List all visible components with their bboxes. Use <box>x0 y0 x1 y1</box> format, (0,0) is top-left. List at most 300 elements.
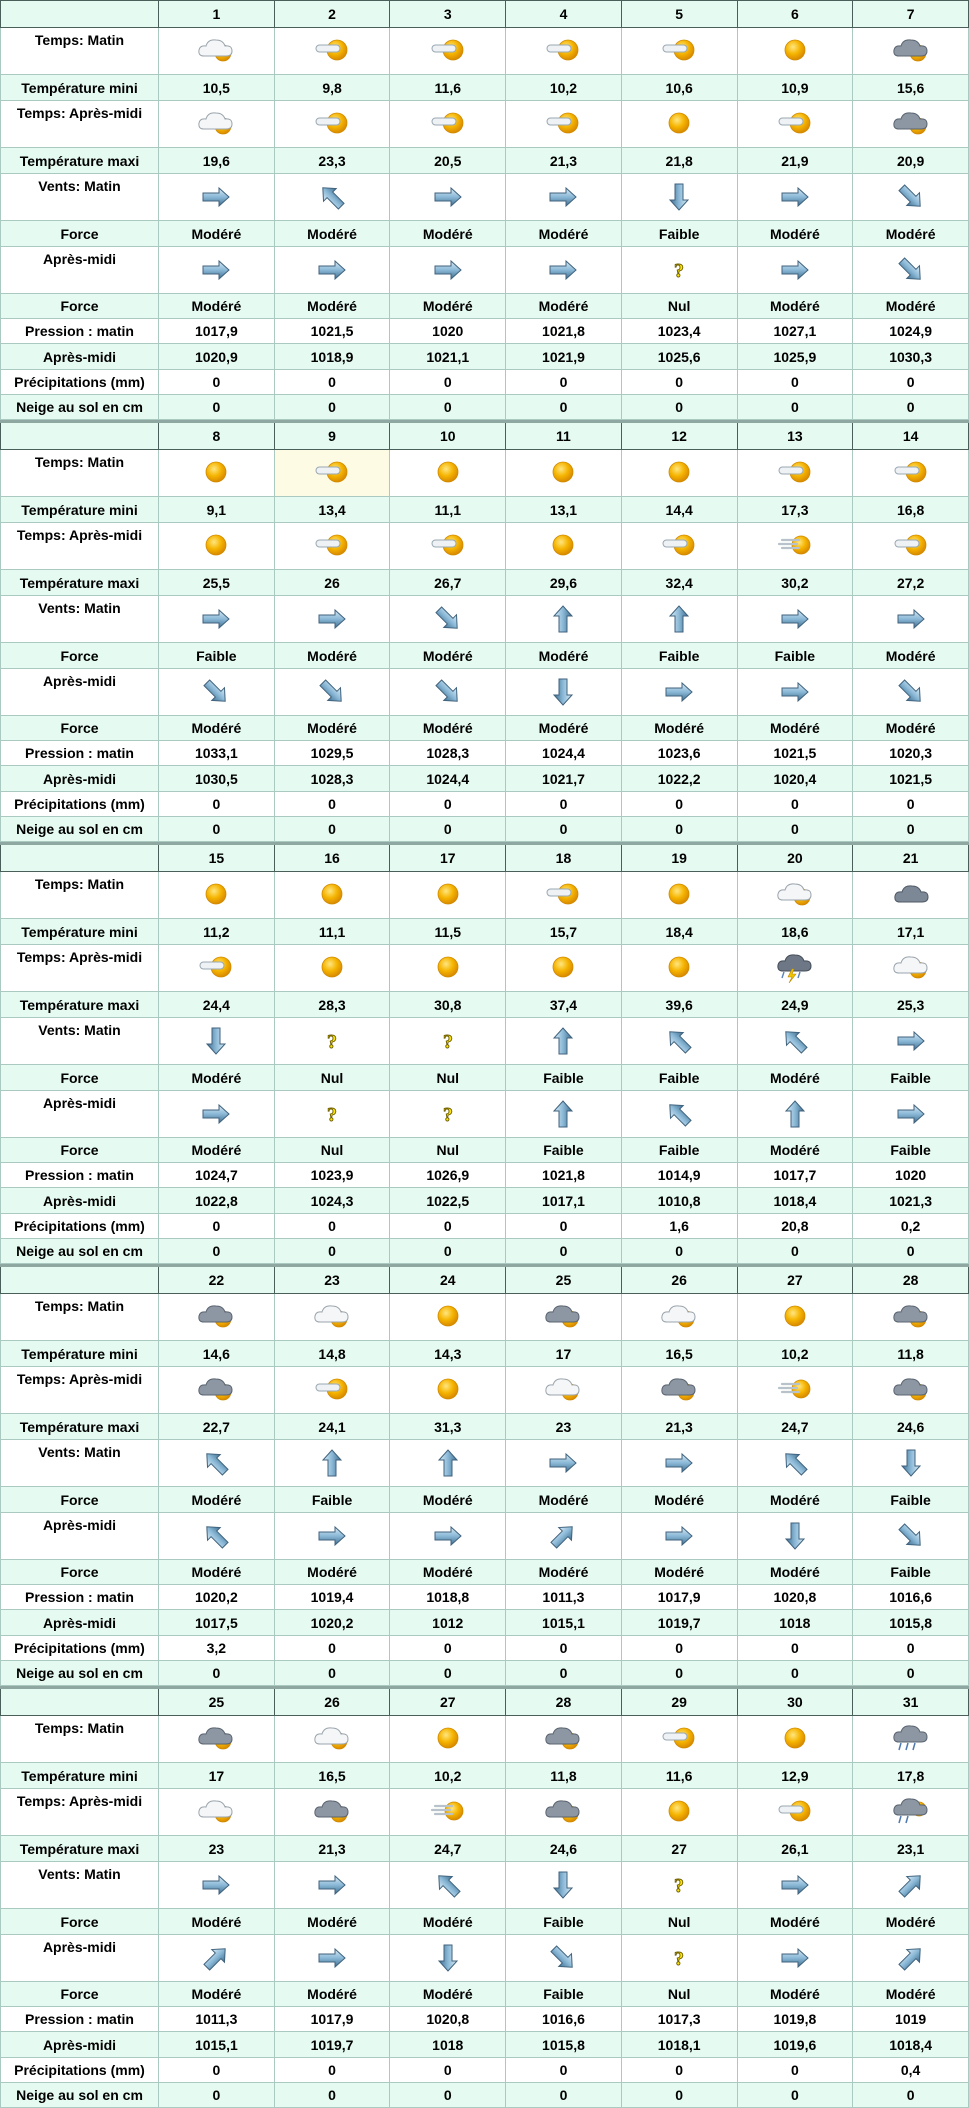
sun-icon <box>659 458 699 488</box>
precipitation-value: 1,6 <box>621 1214 737 1239</box>
wind-afternoon-row <box>1 669 969 716</box>
wind-force-value: Faible <box>621 221 737 247</box>
arrow-right-icon <box>894 1099 928 1129</box>
day-header-row <box>1 1 969 28</box>
wind-cell <box>853 1440 969 1487</box>
wind-cell <box>274 1935 390 1982</box>
precipitation-value: 0 <box>274 370 390 395</box>
arrow-up-right-icon <box>894 1870 928 1900</box>
row-label: Vents: Matin <box>1 1018 159 1065</box>
arrow-up-left-icon <box>315 182 349 212</box>
wind-cell <box>621 1018 737 1065</box>
row-label: Pression : matin <box>1 1163 159 1188</box>
temp-max-value: 30,2 <box>737 570 853 596</box>
partly-cloudy-icon <box>196 1797 236 1827</box>
sun-cloud-bar-icon <box>775 109 815 139</box>
pressure-value: 1020,8 <box>390 2007 506 2032</box>
week-table <box>0 1264 969 1686</box>
wind-force-value: Modéré <box>390 294 506 319</box>
weather-cell <box>737 1367 853 1414</box>
wind-cell <box>390 1862 506 1909</box>
svg-text:?: ? <box>674 1948 685 1970</box>
wind-cell <box>159 669 275 716</box>
precipitation-value: 0 <box>159 2058 275 2083</box>
precipitation-value: 0 <box>506 1214 622 1239</box>
pressure-value: 1016,6 <box>853 1585 969 1610</box>
pressure-afternoon-row <box>1 766 969 792</box>
partly-cloudy-icon <box>196 36 236 66</box>
weather-cell <box>737 1716 853 1763</box>
wind-force-value: Modéré <box>159 1065 275 1091</box>
precipitation-value: 0 <box>159 792 275 817</box>
row-label: Force <box>1 643 159 669</box>
row-label: Neige au sol en cm <box>1 395 159 420</box>
snow-value: 0 <box>274 817 390 842</box>
wind-force-value: Modéré <box>737 1982 853 2007</box>
day-number: 26 <box>621 1266 737 1294</box>
row-label: Après-midi <box>1 247 159 294</box>
temp-min-value: 11,1 <box>390 497 506 523</box>
sun-icon <box>196 880 236 910</box>
wind-force-value: Modéré <box>274 643 390 669</box>
weather-cell <box>853 872 969 919</box>
pressure-value: 1018,1 <box>621 2032 737 2058</box>
day-number: 6 <box>737 1 853 28</box>
arrow-right-icon <box>894 604 928 634</box>
arrow-down-right-icon <box>199 677 233 707</box>
temp-min-value: 16,5 <box>274 1763 390 1789</box>
row-label: Pression : matin <box>1 319 159 344</box>
temp-max-value: 27 <box>621 1836 737 1862</box>
snow-value: 0 <box>621 1239 737 1264</box>
wind-force-value: Modéré <box>853 294 969 319</box>
precipitation-value: 0 <box>159 370 275 395</box>
wind-cell <box>506 596 622 643</box>
day-number: 3 <box>390 1 506 28</box>
snow-value: 0 <box>274 395 390 420</box>
wind-cell <box>390 1018 506 1065</box>
wind-cell <box>737 669 853 716</box>
wind-cell <box>853 247 969 294</box>
sun-cloud-bar-icon <box>543 880 583 910</box>
wind-cell <box>621 669 737 716</box>
wind-force-value: Modéré <box>621 1560 737 1585</box>
day-number: 18 <box>506 844 622 872</box>
wind-force-value: Modéré <box>390 1909 506 1935</box>
day-number: 10 <box>390 422 506 450</box>
wind-force-value: Modéré <box>274 1560 390 1585</box>
wind-force-value: Modéré <box>274 1982 390 2007</box>
force-morning-row <box>1 1909 969 1935</box>
weather-cell <box>737 1294 853 1341</box>
weather-cell <box>853 1367 969 1414</box>
wind-force-value: Nul <box>621 1982 737 2007</box>
row-label: Température maxi <box>1 992 159 1018</box>
temp-max-value: 23 <box>159 1836 275 1862</box>
row-label: Neige au sol en cm <box>1 817 159 842</box>
weather-cell <box>506 28 622 75</box>
arrow-right-icon <box>199 604 233 634</box>
weather-cell <box>853 1716 969 1763</box>
temp-max-value: 21,3 <box>274 1836 390 1862</box>
snow-value: 0 <box>506 1239 622 1264</box>
svg-text:?: ? <box>442 1104 453 1126</box>
row-label: Temps: Matin <box>1 1294 159 1341</box>
wind-cell <box>159 1513 275 1560</box>
force-afternoon-row <box>1 1138 969 1163</box>
wind-force-value: Modéré <box>853 221 969 247</box>
wind-cell <box>853 1935 969 1982</box>
pressure-value: 1012 <box>390 1610 506 1636</box>
wind-force-value: Modéré <box>737 1909 853 1935</box>
wind-cell <box>506 669 622 716</box>
arrow-up-left-icon <box>199 1448 233 1478</box>
arrow-down-icon <box>546 677 580 707</box>
wind-cell <box>737 1018 853 1065</box>
day-header-row <box>1 1688 969 1716</box>
wind-afternoon-row <box>1 1091 969 1138</box>
wind-cell <box>737 1513 853 1560</box>
pressure-value: 1017,9 <box>274 2007 390 2032</box>
weather-cell <box>274 1294 390 1341</box>
wind-cell <box>506 1513 622 1560</box>
pressure-value: 1022,8 <box>159 1188 275 1214</box>
weather-cell <box>621 523 737 570</box>
day-number: 11 <box>506 422 622 450</box>
weather-cell <box>390 450 506 497</box>
temp-min-value: 9,1 <box>159 497 275 523</box>
wind-force-value: Modéré <box>159 1909 275 1935</box>
arrow-right-icon <box>778 604 812 634</box>
weather-cell <box>390 1294 506 1341</box>
wind-force-value: Faible <box>853 1560 969 1585</box>
wind-cell <box>737 1091 853 1138</box>
row-label: Température maxi <box>1 570 159 596</box>
pressure-value: 1023,6 <box>621 741 737 766</box>
sun-icon <box>543 531 583 561</box>
wind-force-value: Modéré <box>737 1560 853 1585</box>
row-label <box>1 1266 159 1294</box>
day-number: 28 <box>853 1266 969 1294</box>
row-label: Précipitations (mm) <box>1 2058 159 2083</box>
wind-force-value: Modéré <box>506 643 622 669</box>
weather-cell <box>621 1716 737 1763</box>
weather-cell <box>274 1789 390 1836</box>
arrow-down-icon <box>778 1521 812 1551</box>
dark-cloud-icon <box>891 880 931 910</box>
week-table <box>0 0 969 420</box>
precipitation-value: 0,4 <box>853 2058 969 2083</box>
wind-force-value: Modéré <box>621 1487 737 1513</box>
pressure-morning-row <box>1 2007 969 2032</box>
pressure-value: 1033,1 <box>159 741 275 766</box>
pressure-value: 1019,6 <box>737 2032 853 2058</box>
day-number: 19 <box>621 844 737 872</box>
wind-force-value: Faible <box>853 1487 969 1513</box>
weather-cell <box>274 523 390 570</box>
pressure-value: 1020,2 <box>159 1585 275 1610</box>
wind-cell <box>274 1091 390 1138</box>
weather-cell <box>853 101 969 148</box>
wind-cell <box>853 1091 969 1138</box>
arrow-down-right-icon <box>894 182 928 212</box>
wind-force-value: Faible <box>853 1138 969 1163</box>
day-header-row <box>1 844 969 872</box>
sun-cloud-bar-icon <box>659 1724 699 1754</box>
sun-cloud-bar-icon <box>428 531 468 561</box>
wind-force-value: Modéré <box>159 1982 275 2007</box>
temp-max-value: 23 <box>506 1414 622 1440</box>
temp-min-row <box>1 919 969 945</box>
wind-force-value: Modéré <box>390 643 506 669</box>
wind-force-value: Modéré <box>737 1487 853 1513</box>
pressure-value: 1019,4 <box>274 1585 390 1610</box>
pressure-value: 1020,2 <box>274 1610 390 1636</box>
pressure-value: 1022,2 <box>621 766 737 792</box>
wind-force-value: Modéré <box>853 643 969 669</box>
wind-cell <box>853 1018 969 1065</box>
temp-min-value: 11,6 <box>390 75 506 101</box>
wind-cell <box>853 596 969 643</box>
pressure-value: 1021,9 <box>506 344 622 370</box>
weather-cell <box>274 1367 390 1414</box>
question-icon <box>433 1026 463 1056</box>
arrow-down-right-icon <box>431 677 465 707</box>
row-label: Vents: Matin <box>1 1440 159 1487</box>
temp-max-value: 22,7 <box>159 1414 275 1440</box>
precipitation-row <box>1 370 969 395</box>
arrow-down-right-icon <box>431 604 465 634</box>
temp-min-value: 11,2 <box>159 919 275 945</box>
temp-max-value: 29,6 <box>506 570 622 596</box>
pressure-value: 1024,9 <box>853 319 969 344</box>
weather-afternoon-row <box>1 945 969 992</box>
pressure-value: 1011,3 <box>506 1585 622 1610</box>
pressure-value: 1020 <box>853 1163 969 1188</box>
precipitation-value: 0 <box>853 1636 969 1661</box>
row-label: Après-midi <box>1 766 159 792</box>
row-label: Après-midi <box>1 669 159 716</box>
week-table <box>0 420 969 842</box>
pressure-value: 1024,7 <box>159 1163 275 1188</box>
wind-force-value: Modéré <box>390 716 506 741</box>
pressure-afternoon-row <box>1 344 969 370</box>
arrow-down-icon <box>894 1448 928 1478</box>
wind-cell <box>853 1513 969 1560</box>
wind-morning-row <box>1 1018 969 1065</box>
temp-min-value: 14,8 <box>274 1341 390 1367</box>
wind-cell <box>274 596 390 643</box>
snow-value: 0 <box>159 395 275 420</box>
row-label: Force <box>1 1065 159 1091</box>
precipitation-row <box>1 1214 969 1239</box>
pressure-value: 1025,9 <box>737 344 853 370</box>
day-number: 25 <box>159 1688 275 1716</box>
snow-row <box>1 817 969 842</box>
wind-cell <box>621 247 737 294</box>
day-number: 27 <box>737 1266 853 1294</box>
wind-force-value: Modéré <box>159 294 275 319</box>
temp-min-value: 18,4 <box>621 919 737 945</box>
sun-cloud-bar-icon <box>312 1375 352 1405</box>
snow-row <box>1 395 969 420</box>
wind-force-value: Modéré <box>159 1487 275 1513</box>
temp-max-row <box>1 148 969 174</box>
weather-cell <box>506 1789 622 1836</box>
weather-cell <box>737 945 853 992</box>
day-header-row <box>1 422 969 450</box>
weather-afternoon-row <box>1 1789 969 1836</box>
snow-value: 0 <box>506 395 622 420</box>
fog-sun-icon <box>775 531 815 561</box>
wind-cell <box>506 1091 622 1138</box>
arrow-up-icon <box>546 604 580 634</box>
row-label: Température maxi <box>1 1836 159 1862</box>
row-label: Pression : matin <box>1 741 159 766</box>
sun-icon <box>659 953 699 983</box>
weather-cell <box>506 872 622 919</box>
snow-value: 0 <box>390 395 506 420</box>
arrow-up-left-icon <box>431 1870 465 1900</box>
sun-cloud-bar-icon <box>428 109 468 139</box>
weather-morning-row <box>1 1716 969 1763</box>
wind-cell <box>737 1935 853 1982</box>
weather-cell <box>737 872 853 919</box>
weather-morning-row <box>1 28 969 75</box>
weather-cell <box>390 1367 506 1414</box>
weather-cell <box>159 1367 275 1414</box>
temp-max-value: 21,9 <box>737 148 853 174</box>
wind-cell <box>274 669 390 716</box>
temp-max-value: 23,3 <box>274 148 390 174</box>
arrow-up-left-icon <box>199 1521 233 1551</box>
row-label: Vents: Matin <box>1 174 159 221</box>
precipitation-value: 0 <box>390 792 506 817</box>
weather-cell <box>159 872 275 919</box>
sun-cloud-bar-icon <box>659 531 699 561</box>
sun-cloud-bar-icon <box>891 458 931 488</box>
dark-cloud-sun-icon <box>196 1302 236 1332</box>
precipitation-value: 0 <box>621 2058 737 2083</box>
arrow-right-icon <box>778 255 812 285</box>
wind-force-value: Nul <box>621 1909 737 1935</box>
dark-cloud-sun-icon <box>196 1724 236 1754</box>
arrow-up-icon <box>546 1099 580 1129</box>
snow-value: 0 <box>853 2083 969 2108</box>
wind-cell <box>274 174 390 221</box>
weather-cell <box>621 945 737 992</box>
wind-cell <box>390 1935 506 1982</box>
snow-value: 0 <box>853 1661 969 1686</box>
row-label <box>1 1688 159 1716</box>
snow-value: 0 <box>621 2083 737 2108</box>
wind-cell <box>506 1018 622 1065</box>
precipitation-value: 0 <box>274 1214 390 1239</box>
temp-max-value: 24,9 <box>737 992 853 1018</box>
svg-text:?: ? <box>327 1104 338 1126</box>
arrow-up-left-icon <box>662 1099 696 1129</box>
arrow-up-icon <box>315 1448 349 1478</box>
arrow-right-icon <box>199 1870 233 1900</box>
temp-min-value: 17,3 <box>737 497 853 523</box>
wind-force-value: Modéré <box>274 221 390 247</box>
arrow-up-icon <box>778 1099 812 1129</box>
wind-afternoon-row <box>1 247 969 294</box>
snow-value: 0 <box>159 817 275 842</box>
arrow-up-left-icon <box>662 1026 696 1056</box>
pressure-value: 1020,9 <box>159 344 275 370</box>
arrow-right-icon <box>315 1870 349 1900</box>
wind-force-value: Modéré <box>853 716 969 741</box>
wind-force-value: Nul <box>274 1138 390 1163</box>
row-label: Neige au sol en cm <box>1 2083 159 2108</box>
arrow-right-icon <box>431 255 465 285</box>
row-label <box>1 422 159 450</box>
temp-min-value: 18,6 <box>737 919 853 945</box>
precipitation-value: 0 <box>853 370 969 395</box>
temp-max-value: 27,2 <box>853 570 969 596</box>
pressure-value: 1019,8 <box>737 2007 853 2032</box>
wind-cell <box>390 1513 506 1560</box>
precipitation-row <box>1 792 969 817</box>
sun-icon <box>659 880 699 910</box>
wind-cell <box>506 174 622 221</box>
wind-cell <box>390 596 506 643</box>
weather-cell <box>390 1716 506 1763</box>
arrow-down-right-icon <box>546 1943 580 1973</box>
pressure-value: 1030,3 <box>853 344 969 370</box>
row-label: Après-midi <box>1 1935 159 1982</box>
snow-value: 0 <box>621 817 737 842</box>
storm-icon <box>775 953 815 983</box>
pressure-morning-row <box>1 741 969 766</box>
temp-min-value: 14,4 <box>621 497 737 523</box>
wind-force-value: Modéré <box>274 1909 390 1935</box>
snow-value: 0 <box>390 1661 506 1686</box>
pressure-value: 1023,4 <box>621 319 737 344</box>
arrow-up-icon <box>546 1026 580 1056</box>
row-label: Temps: Matin <box>1 1716 159 1763</box>
wind-cell <box>621 1513 737 1560</box>
snow-value: 0 <box>853 1239 969 1264</box>
snow-value: 0 <box>274 1661 390 1686</box>
temp-min-value: 17,1 <box>853 919 969 945</box>
wind-cell <box>506 1862 622 1909</box>
wind-cell <box>506 1440 622 1487</box>
temp-min-value: 12,9 <box>737 1763 853 1789</box>
pressure-value: 1021,5 <box>274 319 390 344</box>
temp-max-value: 26 <box>274 570 390 596</box>
arrow-right-icon <box>315 604 349 634</box>
weather-cell <box>274 1716 390 1763</box>
sun-cloud-bar-icon <box>428 36 468 66</box>
arrow-down-icon <box>662 182 696 212</box>
pressure-value: 1018,9 <box>274 344 390 370</box>
precipitation-value: 0 <box>390 1636 506 1661</box>
weather-cell <box>506 523 622 570</box>
wind-morning-row <box>1 1862 969 1909</box>
wind-cell <box>274 1018 390 1065</box>
pressure-value: 1018,8 <box>390 1585 506 1610</box>
partly-cloudy-icon <box>543 1375 583 1405</box>
temp-max-value: 24,7 <box>390 1836 506 1862</box>
precipitation-value: 0 <box>506 1636 622 1661</box>
snow-value: 0 <box>274 2083 390 2108</box>
sun-icon <box>543 458 583 488</box>
wind-cell <box>159 1935 275 1982</box>
wind-force-value: Modéré <box>853 1909 969 1935</box>
weather-cell <box>853 523 969 570</box>
